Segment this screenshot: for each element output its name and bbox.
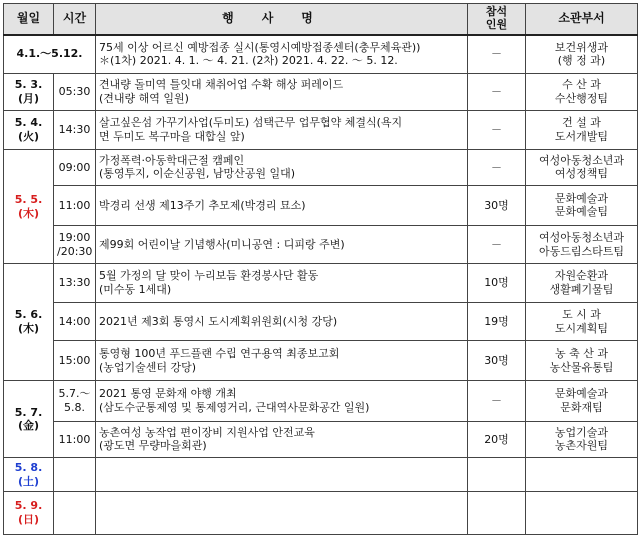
attendance-cell: 19명 [468,303,526,341]
time-cell: 14:00 [54,303,96,341]
event-cell: 농촌여성 농작업 편이장비 지원사업 안전교육 (광도면 무량마을회관) [96,421,468,458]
event-cell [96,458,468,492]
department-cell: 농업기술과 농촌자원팀 [526,421,638,458]
schedule-row [4,110,638,149]
header-date: 월일 [4,4,54,35]
time-cell: 11:00 [54,421,96,458]
event-cell: 박경리 선생 제13주기 추모제(박경리 묘소) [96,185,468,225]
schedule-row [4,150,638,186]
attendance-cell: － [468,74,526,111]
department-cell: 여성아동청소년과 여성정책팀 [526,150,638,186]
time-cell: 13:30 [54,264,96,303]
event-cell: 2021 통영 문화재 야행 개최 (삼도수군통제영 및 통제영거리, 근대역사문화공간 일원) [96,381,468,421]
date-cell: 5. 3. (月) [4,74,54,111]
date-cell: 5. 9. (日) [4,492,54,535]
schedule-row [4,341,638,381]
schedule-row [4,74,638,111]
event-cell: 2021년 제3회 통영시 도시계획위원회(시청 강당) [96,303,468,341]
department-cell: 건 설 과 도서개발팀 [526,110,638,149]
attendance-cell: － [468,150,526,186]
time-cell: 19:00 /20:30 [54,226,96,264]
date-cell: 5. 6. (木) [4,264,54,381]
department-cell: 여성아동청소년과 아동드림스타트팀 [526,226,638,264]
time-cell [54,458,96,492]
schedule-row [4,492,638,535]
department-cell: 농 축 산 과 농산물유통팀 [526,341,638,381]
header-attendance: 참석 인원 [468,4,526,35]
department-cell: 문화예술과 문화예술팀 [526,185,638,225]
attendance-cell [468,458,526,492]
attendance-cell: － [468,35,526,74]
schedule-row [4,381,638,421]
time-cell: 5.7.～ 5.8. [54,381,96,421]
attendance-cell: － [468,381,526,421]
department-cell: 보건위생과 (행 정 과) [526,35,638,74]
time-cell [54,492,96,535]
schedule-row [4,264,638,303]
header-department: 소관부서 [526,4,638,35]
attendance-cell: 30명 [468,341,526,381]
attendance-cell: 10명 [468,264,526,303]
schedule-row [4,458,638,492]
date-cell: 5. 5. (木) [4,150,54,264]
time-cell: 05:30 [54,74,96,111]
time-cell: 09:00 [54,150,96,186]
event-cell: 통영형 100년 푸드플랜 수립 연구용역 최종보고회 (농업기술센터 강당) [96,341,468,381]
department-cell [526,492,638,535]
date-cell: 5. 4. (火) [4,110,54,149]
time-cell: 15:00 [54,341,96,381]
event-cell: 5월 가정의 달 맞이 누리보듬 환경봉사단 활동 (미수동 1세대) [96,264,468,303]
schedule-row [4,185,638,225]
department-cell: 문화예술과 문화재팀 [526,381,638,421]
schedule-row [4,226,638,264]
time-cell: 14:30 [54,110,96,149]
event-cell: 제99회 어린이날 기념행사(미니공연 : 디피랑 주변) [96,226,468,264]
attendance-cell: － [468,226,526,264]
date-cell: 4.1.～5.12. [4,35,96,74]
event-cell: 75세 이상 어르신 예방접종 실시(통영시예방접종센터(충무체육관)) ＊(1차) 2021. 4. 1. ～ 4. 21. (2차) 2021. 4. 22. ～ 5. 12. [96,35,468,74]
schedule-table [3,3,638,535]
date-cell: 5. 8. (土) [4,458,54,492]
schedule-body [4,35,638,535]
attendance-cell: － [468,110,526,149]
attendance-cell: 20명 [468,421,526,458]
time-cell: 11:00 [54,185,96,225]
schedule-row [4,35,638,74]
schedule-row [4,303,638,341]
event-cell [96,492,468,535]
department-cell: 자원순환과 생활폐기물팀 [526,264,638,303]
event-cell: 살고싶은섬 가꾸기사업(두미도) 섬택근무 업무협약 체결식(욕지 면 두미도 복구마을 대합실 앞) [96,110,468,149]
header-time: 시간 [54,4,96,35]
attendance-cell [468,492,526,535]
date-cell: 5. 7. (金) [4,381,54,458]
event-cell: 견내량 돌미역 틀잇대 채취어업 수확 해상 퍼레이드 (견내량 해역 일원) [96,74,468,111]
header-event: 행사명 [96,4,468,35]
attendance-cell: 30명 [468,185,526,225]
department-cell [526,458,638,492]
department-cell: 도 시 과 도시계획팀 [526,303,638,341]
department-cell: 수 산 과 수산행정팀 [526,74,638,111]
event-cell: 가정폭력·아동학대근절 캠페인 (통영투지, 이순신공원, 남망산공원 일대) [96,150,468,186]
schedule-row [4,421,638,458]
